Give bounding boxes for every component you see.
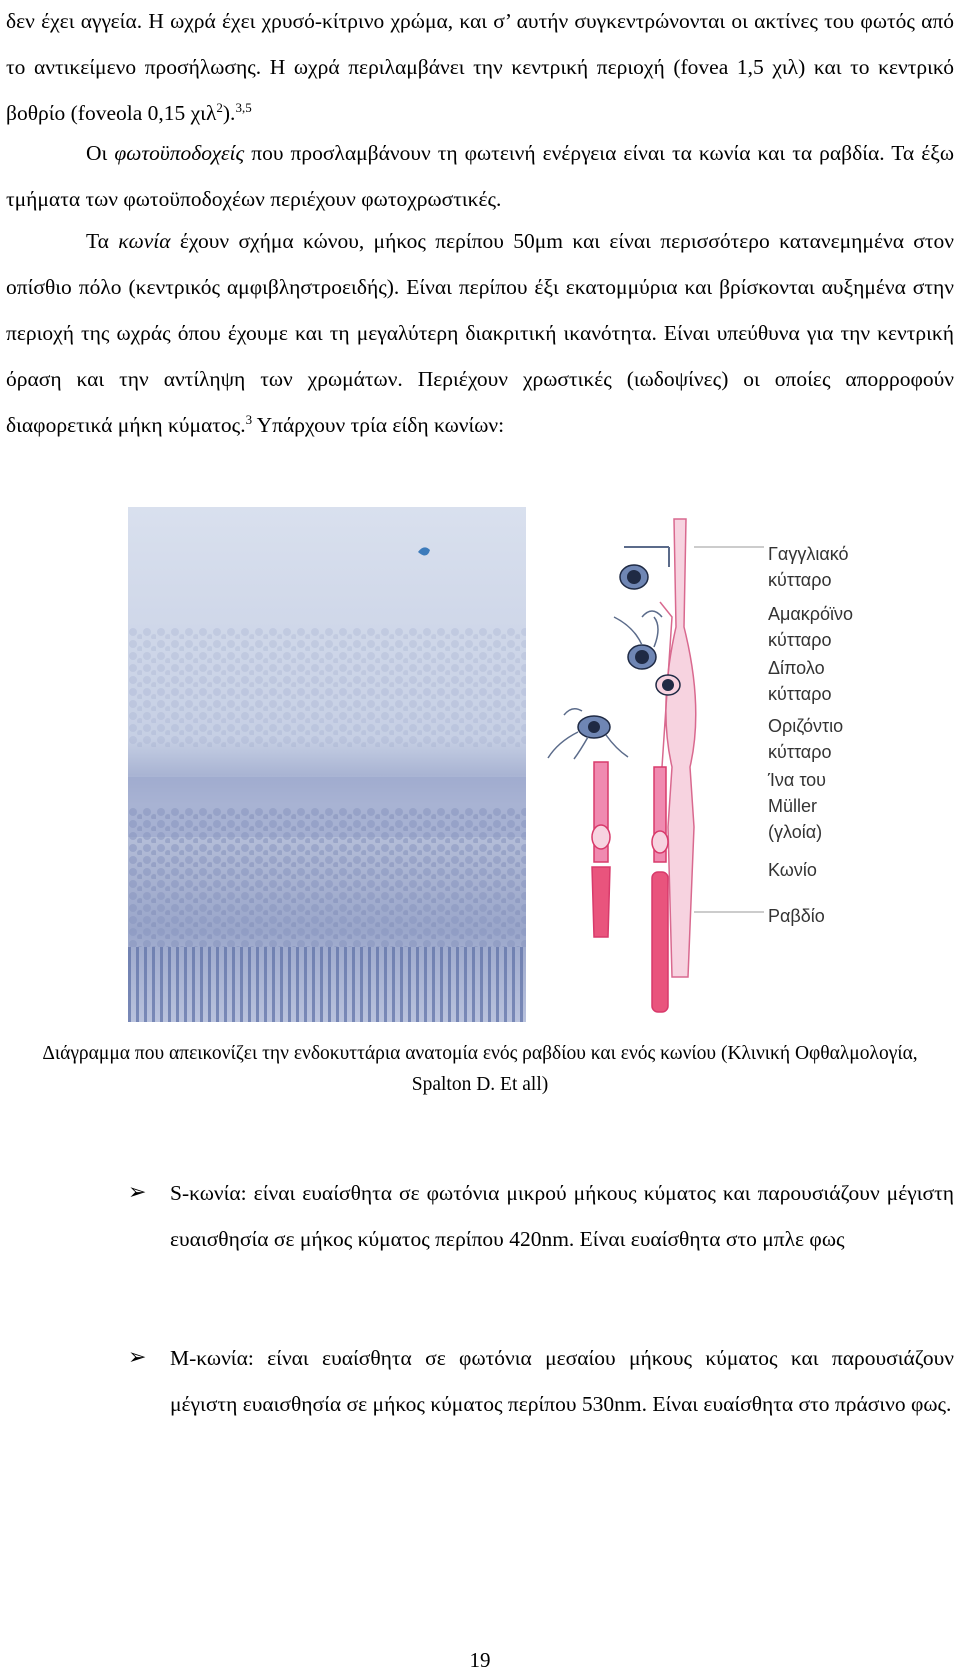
term-cones: κωνία: [118, 229, 171, 253]
figure-caption: Διάγραμμα που απεικονίζει την ενδοκυττάρια ανατομία ενός ραβδίου και ενός κωνίου (Κλινική Οφθαλμολογία, Spalton D. Et all): [42, 1043, 918, 1095]
paragraph-photoreceptors: Οι φωτοϋποδοχείς που προσλαμβάνουν τη φωτεινή ενέργεια είναι τα κωνία και τα ραβδία. Τα έξω τμήματα των φωτοϋποδοχέων περιέχουν φωτοχρωστικές.: [6, 141, 954, 211]
page-number: 19: [469, 1648, 491, 1672]
arrow-bullet-icon: ➢: [128, 1345, 147, 1370]
label-horizontal-1: Οριζόντιο: [768, 716, 844, 736]
paragraph-cones: Τα κωνία έχουν σχήμα κώνου, μήκος περίπου 50μm και είναι περισσότερο κατανεμημένα στον οπίσθιο πόλο (κεντρικός αμφιβληστροειδής). Είναι περίπου έξι εκατομμύρια και βρίσκονται αυξημένα στην περιοχή της ωχράς όπου έχουμε και τη μεγαλύτερη διακριτική ικανότητα. Είναι υπεύθυνα για την κεντρική όραση και την αντίληψη των χρωμάτων. Περιέχουν χρωστικές (ιωδοψίνες) οι οποίες απορροφούν διαφορετικά μήκη κύματος.$^3$ Υπάρχουν τρία είδη κωνίων:: [6, 229, 954, 437]
bullet-s-cones: ➢ S-κωνία: είναι ευαίσθητα σε φωτόνια μικρού μήκους κύματος και παρουσιάζουν μέγιστη ευαισθησία σε μήκος κύματος περίπου 420nm. Είναι ευαίσθητα στο μπλε φως: [128, 1170, 954, 1262]
arrow-bullet-icon: ➢: [128, 1180, 147, 1205]
label-muller-2: Müller: [768, 796, 818, 816]
label-bipolar-2: κύτταρο: [768, 684, 832, 704]
paragraph-macula: δεν έχει αγγεία. Η ωχρά έχει χρυσό-κίτρινο χρώμα, και σ’ αυτήν συγκεντρώνονται οι ακτίνες του φωτός από το αντικείμενο προσήλωσης. Η ωχρά περιλαμβάνει την κεντρική περιοχή (fovea 1,5 χιλ) και το κεντρικό βοθρίο (foveola 0,15 χιλ$^2$).$^{3,5}$: [6, 9, 954, 125]
bullet-m-cones: ➢ M-κωνία: είναι ευαίσθητα σε φωτόνια μεσαίου μήκους κύματος και παρουσιάζουν μέγιστη ευαισθησία σε μήκος κύματος περίπου 530nm. Είναι ευαίσθητα στο πράσινο φως.: [128, 1335, 954, 1427]
micrograph-image: [128, 507, 526, 1022]
term-photoreceptors: φωτοϋποδοχείς: [114, 141, 245, 165]
retina-figure: [128, 507, 854, 1022]
label-ganglion-1: Γαγγλιακό: [768, 544, 849, 564]
label-amacrine-1: Αμακρόϊνο: [768, 604, 854, 624]
label-amacrine-2: κύτταρο: [768, 630, 832, 650]
retina-micrograph: [128, 507, 526, 1022]
label-horizontal-2: κύτταρο: [768, 742, 832, 762]
label-cone: Κωνίο: [768, 860, 817, 880]
label-muller-3: (γλοία): [768, 822, 823, 842]
label-ganglion-2: κύτταρο: [768, 570, 832, 590]
label-rod: Ραβδίο: [768, 906, 825, 926]
label-muller-1: Ίνα του: [768, 770, 827, 790]
retina-cell-diagram: [534, 507, 854, 1022]
label-bipolar-1: Δίπολο: [768, 658, 825, 678]
